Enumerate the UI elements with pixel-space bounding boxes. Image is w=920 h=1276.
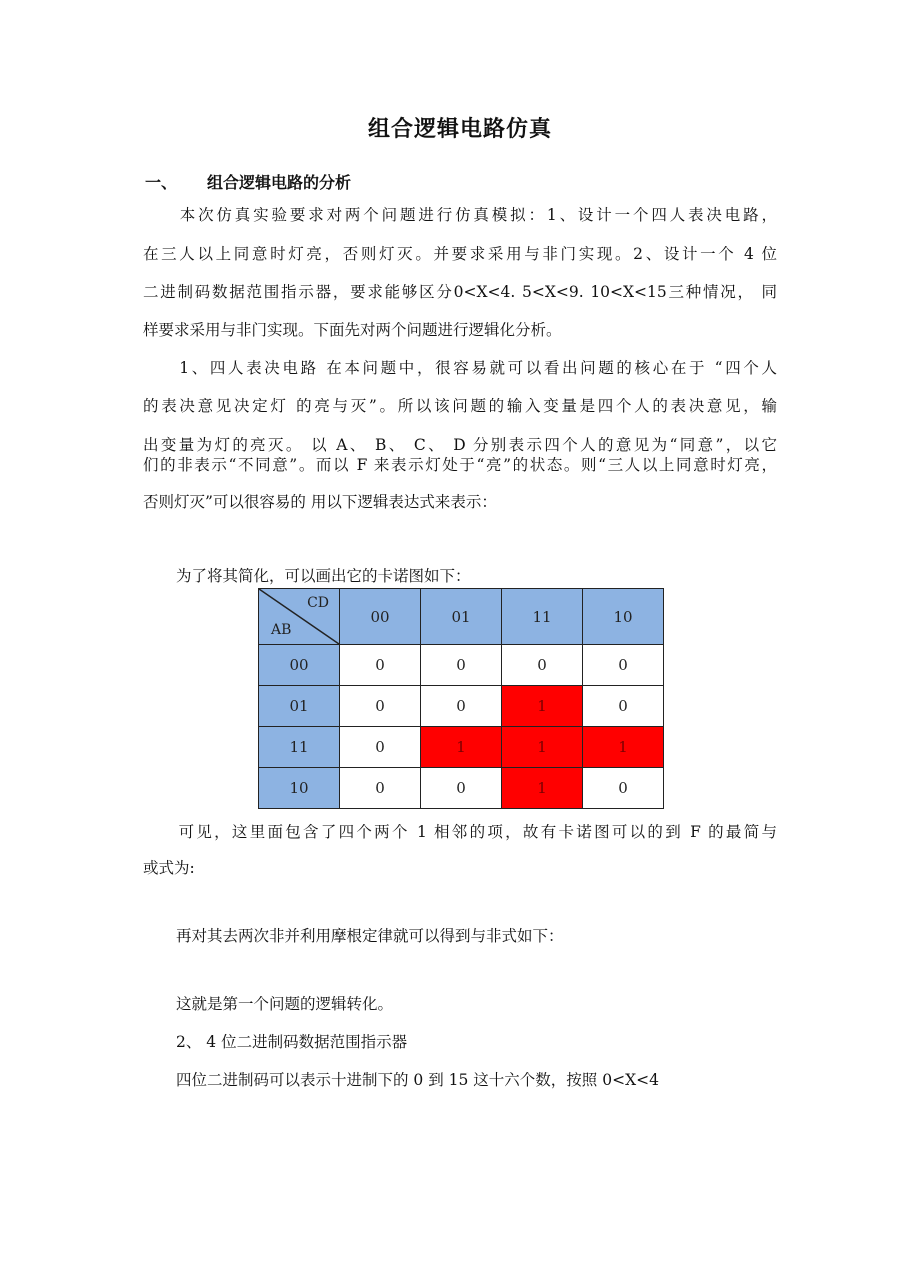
document-title: 组合逻辑电路仿真 <box>367 117 552 142</box>
kmap-row-var-label: AB <box>271 622 292 638</box>
kmap-corner <box>259 589 340 645</box>
kmap-row <box>259 686 664 727</box>
paragraph-3-line: 可见，这里面包含了四个两个 1 相邻的项，故有卡诺图可以的到 F 的最简与 <box>143 823 777 841</box>
paragraph-4: 再对其去两次非并利用摩根定律就可以得到与非式如下： <box>176 927 564 945</box>
karnaugh-map <box>258 588 664 809</box>
paragraph-2-line: 否则灯灭”可以很容易的 用以下逻辑表达式来表示： <box>143 493 497 511</box>
kmap-cell: 0 <box>340 686 421 727</box>
paragraph-1-line: 在三人以上同意时灯亮，否则灯灭。并要求采用与非门实现。2、设计一个 4 位 <box>143 245 777 263</box>
kmap-cell: 1 <box>502 727 583 768</box>
paragraph-1-line: 样要求采用与非门实现。下面先对两个问题进行逻辑化分析。 <box>143 321 562 339</box>
kmap-cell: 1 <box>502 686 583 727</box>
kmap-cell: 0 <box>583 645 664 686</box>
kmap-cell: 0 <box>340 727 421 768</box>
kmap-cell: 1 <box>502 768 583 809</box>
kmap-row-header: 10 <box>259 768 340 809</box>
kmap-row <box>259 645 664 686</box>
kmap-cell: 0 <box>340 645 421 686</box>
kmap-row-header: 00 <box>259 645 340 686</box>
subheading-2: 2、 4 位二进制码数据范围指示器 <box>176 1033 408 1051</box>
kmap-col-var-label: CD <box>307 595 329 611</box>
kmap-intro: 为了将其简化，可以画出它的卡诺图如下： <box>176 567 471 585</box>
kmap-cell: 0 <box>421 686 502 727</box>
kmap-cell: 0 <box>421 645 502 686</box>
kmap-row <box>259 768 664 809</box>
kmap-col-header: 00 <box>340 589 421 645</box>
paragraph-6: 四位二进制码可以表示十进制下的 0 到 15 这十六个数，按照 0<X<4 <box>176 1071 659 1089</box>
kmap-col-header: 10 <box>583 589 664 645</box>
kmap-cell: 1 <box>421 727 502 768</box>
paragraph-3-line: 或式为: <box>143 859 195 877</box>
section-heading <box>145 170 351 193</box>
section-number: 一、 <box>145 173 178 192</box>
paragraph-5: 这就是第一个问题的逻辑转化。 <box>176 995 394 1013</box>
kmap-cell: 0 <box>421 768 502 809</box>
paragraph-2-line: 出变量为灯的亮灭。 以 A、 B、 C、 D 分别表示四个人的意见为“同意”，以它 <box>143 436 777 454</box>
kmap-row-header: 01 <box>259 686 340 727</box>
section-heading-text: 组合逻辑电路的分析 <box>207 173 352 192</box>
kmap-cell: 0 <box>502 645 583 686</box>
kmap-row-header: 11 <box>259 727 340 768</box>
kmap-cell: 1 <box>583 727 664 768</box>
kmap-row <box>259 727 664 768</box>
kmap-col-header: 11 <box>502 589 583 645</box>
kmap-cell: 0 <box>583 768 664 809</box>
paragraph-1-line: 二进制码数据范围指示器，要求能够区分0<X<4. 5<X<9. 10<X<15三种情况， 同 <box>143 283 777 301</box>
paragraph-2-line: 们的非表示“不同意”。而以 F 来表示灯处于“亮”的状态。则“三人以上同意时灯亮， <box>143 456 777 474</box>
kmap-cell: 0 <box>583 686 664 727</box>
paragraph-1-line: 本次仿真实验要求对两个问题进行仿真模拟：1、设计一个四人表决电路， <box>143 206 777 224</box>
kmap-cell: 0 <box>340 768 421 809</box>
kmap-col-header: 01 <box>421 589 502 645</box>
paragraph-2-line: 的表决意见决定灯 的亮与灭”。所以该问题的输入变量是四个人的表决意见，输 <box>143 397 777 415</box>
paragraph-2-line: 1、四人表决电路 在本问题中，很容易就可以看出问题的核心在于 “四个人 <box>143 359 777 377</box>
